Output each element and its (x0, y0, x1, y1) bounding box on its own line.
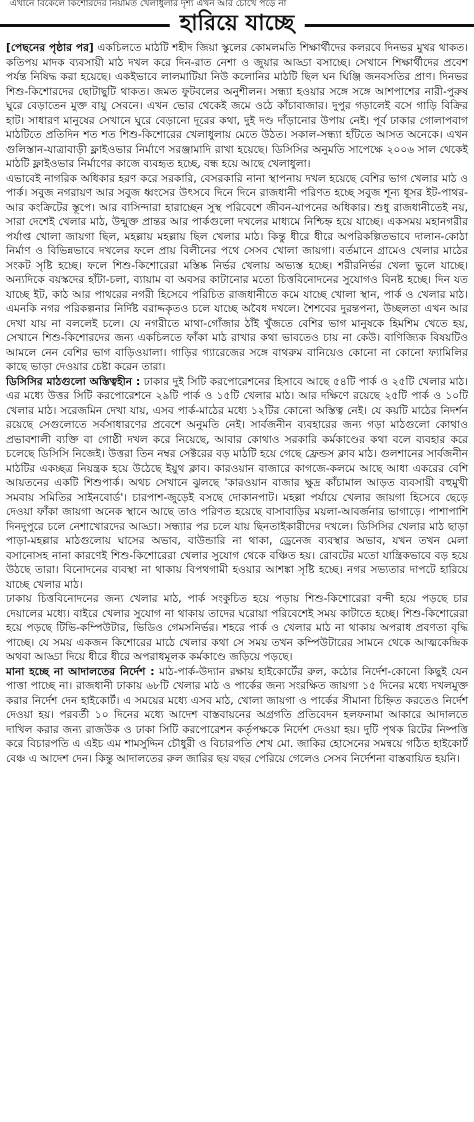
paragraph-text: একচিলতে মাঠটি শহীদ জিয়া স্কুলের কোমলমতি শিক্ষার্থীদের কলরবে দিনভর মুখর থাকত। কতিপয় মাদক ব্যবসায়ী মাঠ দখল করে দিন-রাত নেশা ও জুয়ার আড্ডা বসাচ্ছে। সেখানে শিক্ষার্থীদের প্রবেশ পর্যন্ত নিষিদ্ধ করা হয়েছে। একইভাবে লালমাটিয়া নিউ কলোনির মাঠটি ছিল ঘন ঘিঞ্জি জনবসতির প্রাণ। দিনভর শিশু-কিশোরদের ছোটাছুটি থাকত। জমত ফুটবলের অনুশীলন। সন্ধ্যা হওয়ার সঙ্গে সঙ্গে আশপাশের নারী-পুরুষ ঘুরে বেড়াতেন মুক্ত বায়ু সেবনে। এখন ভোর থেকেই জমে ওঠে কাঁচাবাজার। দুপুর গড়ালেই বসে গাড়ি বিক্রির হাট। সাধারণ মানুষের সেখানে ঘুরে বেড়ানো দূরের কথা, দুই দণ্ড দাঁড়ানোর উপায় নেই। পূর্ব ঢাকার গোলাপবাগ মাঠটিতে প্রতিদিন শত শত শিশু-কিশোরের খেলাধুলায় মেতে উঠত। সকাল-সন্ধ্যা হাঁটতে আসত অনেকে। এখন গুলিস্তান-যাত্রাবাড়ী ফ্লাইওভার নির্মাণে সরঞ্জামাদি রাখা হয়েছে। ডিসিসির অনুমতি সাপেক্ষে ২০০৬ সাল থেকেই মাঠটি ফ্লাইওভার নির্মাণের কাজে ব্যবহৃত হচ্ছে, বন্ধ হয়ে আছে খেলাধুলা। (6, 42, 469, 170)
paragraph-text: এভাবেই নাগরিক অধিকার হরণ করে সরকারি, বেসরকারি নানা স্থাপনায় দখল হয়েছে বেশির ভাগ খেলার মাঠ ও পার্ক। সবুজ নগরায়ণ আর সবুজ ধ্বংসের উৎসবে দিনে দিনে রাজধানী পরিণত হচ্ছে সবুজ শূন্য ধূসর ইট-পাথর-আর কংক্রিটের স্তূপে। আর বাসিন্দারা হারাচ্ছেন সুস্থ পরিবেশে জীবন-যাপনের অধিকার। শুধু রাজধানীতেই নয়, সারা দেশেই খেলার মাঠ, উন্মুক্ত প্রান্তর আর পার্কগুলো দখলের মাধ্যমে নিশ্চিহ্ন হয়ে যাচ্ছে। একসময় মহানগরীর পর্যাপ্ত খোলা জায়গা ছিল, মহল্লায় মহল্লায় ছিল খেলার মাঠ। কিন্তু ধীরে ধীরে অপরিকল্পিতভাবে দালান-কোঠা নির্মাণ ও বিভিন্নভাবে দখলের ফলে প্রায় বিলীনের পথে সেসব খোলা জায়গা। বর্তমানে গ্রামেও খেলার মাঠের সংকট সৃষ্টি হচ্ছে। ফলে শিশু-কিশোরেরা মস্তিষ্ক নির্ভর খেলায় অভ্যস্ত হচ্ছে। শরীরনির্ভর খেলা ভুলে যাচ্ছে। অন্যদিকে বয়স্কদের হাঁটা-চলা, ব্যায়াম বা অবসর কাটানোর মতো চিত্তবিনোদনের সুযোগও বিনষ্ট হচ্ছে। দিন যত যাচ্ছে ইট, কাঠ আর পাথরের নগরী হিসেবে পরিচিত রাজধানীতে কমে যাচ্ছে খোলা স্থান, পার্ক ও খেলার মাঠ। এমনকি নগর পরিকল্পনার নির্দিষ্ট বরাদ্দকৃতও চলে যাচ্ছে অবৈধ দখলে। শৈশবের দুরন্তপনা, উচ্ছলতা এখন আর দেখা যায় না বললেই চলে। যে নগরীতে মাথা-গোঁজার ঠাঁই খুঁজতে বেশির ভাগ মানুষকে হিমশিম খেতে হয়, সেখানে শিশু-কিশোরদের জন্য একচিলতে ফাঁকা মাঠ রাখার কথা ভাবতেও চায় না কেউ। বাণিজ্যিক বিষয়টিও আমলে নেন বেশির ভাগ বাড়িওয়ালা। গাড়ির গ্যারেজের সঙ্গে বাথরুম বানিয়েও কোনো না কোনো ফ্যামিলির কাছে ভাড়া দেওয়ার চেষ্টা করেন তারা। (6, 172, 468, 373)
headline-bar (0, 9, 474, 39)
paragraph-5 (6, 665, 468, 767)
paragraph-text: ঢাকার দুই সিটি করপোরেশনের হিসাবে আছে ৫৪টি পার্ক ও ২৫টি খেলার মাঠ। এর মধ্যে উত্তর সিটি করপোরেশনে ২৯টি পার্ক ও ১৫টি খেলার মাঠ। আর দক্ষিণে রয়েছে ২৫টি পার্ক ও ১০টি খেলার মাঠ। সরেজমিন দেখা যায়, এসব পার্ক-মাঠের মধ্যে ১২টির কোনো অস্তিত্ব নেই। যে কয়টি মাঠের নিদর্শন রয়েছে সেগুলোতে সর্বসাধারণের প্রবেশে অনুমতি নেই। সার্বজনীন ব্যবহারের জন্য গড়া মাঠগুলো কোথাও প্রভাবশালী ব্যক্তি বা গোষ্ঠী দখল করে নিয়েছে, আবার কোথাও সরকারি কর্মকাণ্ডের কথা বলে ব্যবহার করে চলেছে ডিসিসি নিজেই। উত্তরা তিন নম্বর সেক্টরের বড় মাঠটি হয়ে গেছে ফ্রেন্ডস ক্লাব মাঠ। গুলশানের সার্বজনীন মাঠটির একচ্ছত্র নিয়ন্ত্রক হয়ে উঠেছে ইয়ুথ ক্লাব। কারওয়ান বাজারে কাগজে-কলমে আছে আধা একরের বেশি আয়তনের একটি শিশুপার্ক। অথচ সেখানে ঝুলছে 'কারওয়ান বাজার ক্ষুদ্র কাঁচামাল আড়ত ব্যবসায়ী বহুমুখী সমবায় সমিতির সাইনবোর্ড'। চারপাশ-জুড়েই বসছে দোকানপাট। মহল্লা পর্যায়ে খেলার জায়গা হিসেবে ছেড়ে দেওয়া ফাঁকা জায়গা অনেক স্থানে আছে তাও পরিণত হয়েছে বাসাবাড়ির ময়লা-আবর্জনার ভাগাড়ে। পাশাপাশি দিনদুপুরে চলে নেশাখোরদের আড্ডা। সন্ধ্যার পর চলে যায় ছিনতাইকারীদের দখলে। ডিসিসির খেলার মাঠ ছাড়া পাড়া-মহল্লার মাঠগুলোয় ঘাসের অভাব, বাউন্ডারি না থাকা, ড্রেনেজ ব্যবস্থার অভাব, যখন তখন মেলা বসানোসহ নানা কারণেই শিশু-কিশোরেরা খেলার সুযোগ থেকে বঞ্চিত হয়। রোবটের মতো যান্ত্রিকভাবে বড় হয়ে উঠছে তারা। বিনোদনের ব্যবস্থা না থাকায় বিপথগামী হওয়ার আশঙ্কা সৃষ্টি হচ্ছে। নগর সভ্যতার দাপটে হারিয়ে যাচ্ছে খেলার মাঠ। (6, 375, 468, 591)
subhead-dcc-fields: ডিসিসির মাঠগুলো অস্তিত্বহীন : (6, 375, 141, 388)
paragraph-text: মাঠ-পার্ক-উদ্যান রক্ষায় হাইকোর্টের রুল, কঠোর নির্দেশ-কোনো কিছুই যেন পাত্তা পাচ্ছে না। রাজধানী ঢাকায় ৬৮টি খেলার মাঠ ও পার্কের জন্য সংরক্ষিত জায়গা ১৫ দিনের মধ্যে দখলমুক্ত করার নির্দেশ দেন হাইকোর্ট। এ সময়ের মধ্যে এসব মাঠ, খোলা জায়গা ও পার্কের সীমানা চিহ্নিত করতেও নির্দেশ দেওয়া হয়। পরবর্তী ১০ দিনের মধ্যে আদেশ বাস্তবায়নের অগ্রগতি প্রতিবেদন হলফনামা আকারে আদালতে দাখিল করার জন্য রাজউক ও ঢাকা সিটি করপোরেশন কর্তৃপক্ষকে নির্দেশ দেওয়া হয়। দুটি পৃথক রিটের নিষ্পত্তি করে বিচারপতি এ এইচ এম শামসুদ্দিন চৌধুরী ও বিচারপতি শেখ মো. জাকির হোসেনের সমন্বয়ে গঠিত হাইকোর্ট বেঞ্চ এ আদেশ দেন। কিন্তু আদালতের রুল জারির ছয় বছর পেরিয়ে গেলেও সেসব নির্দেশনা বাস্তবায়িত হয়নি। (6, 665, 468, 765)
article-body (0, 39, 474, 766)
paragraph-1 (6, 41, 468, 172)
paragraph-4 (6, 592, 468, 665)
paragraph-2 (6, 172, 468, 375)
subhead-court-order: মানা হচ্ছে না আদালতের নির্দেশ : (6, 665, 155, 678)
continuation-marker: [পেছনের পৃষ্ঠার পর] (6, 42, 94, 54)
top-fragment: এখানে বিকেলে কিশোরদের নিয়মিত খেলাধুলার দৃশ্য এখন আর চোখে পড়ে না (10, 0, 287, 9)
paragraph-text: ঢাকায় চিত্তবিনোদনের জন্য খেলার মাঠ, পার্ক সংকুচিত হয়ে পড়ায় শিশু-কিশোরেরা বন্দী হয়ে পড়ছে চার দেয়ালের মধ্যে। বাইরে খেলার সুযোগ না থাকায় তাদের ঘরোয়া পরিবেশেই সময় কাটাতে হচ্ছে। শিশু-কিশোরেরা হয়ে পড়ছে টিভি-কম্পিউটার, ভিডিও গেমসনির্ভর। শহরে পার্ক ও খেলার মাঠ না থাকায় অপরাধ প্রবণতা বৃদ্ধি পাচ্ছে। যে সময় একজন কিশোরের মাঠে খেলার কথা সে সময় তখন কম্পিউটারের সামনে থেকে আত্মকেন্দ্রিক অথবা আড্ডা দিয়ে ধীরে ধীরে অপরাধমূলক কর্মকাণ্ডে জড়িয়ে পড়ছে। (6, 593, 468, 663)
headline: হারিয়ে যাচ্ছে (170, 9, 305, 39)
paragraph-3 (6, 375, 468, 593)
